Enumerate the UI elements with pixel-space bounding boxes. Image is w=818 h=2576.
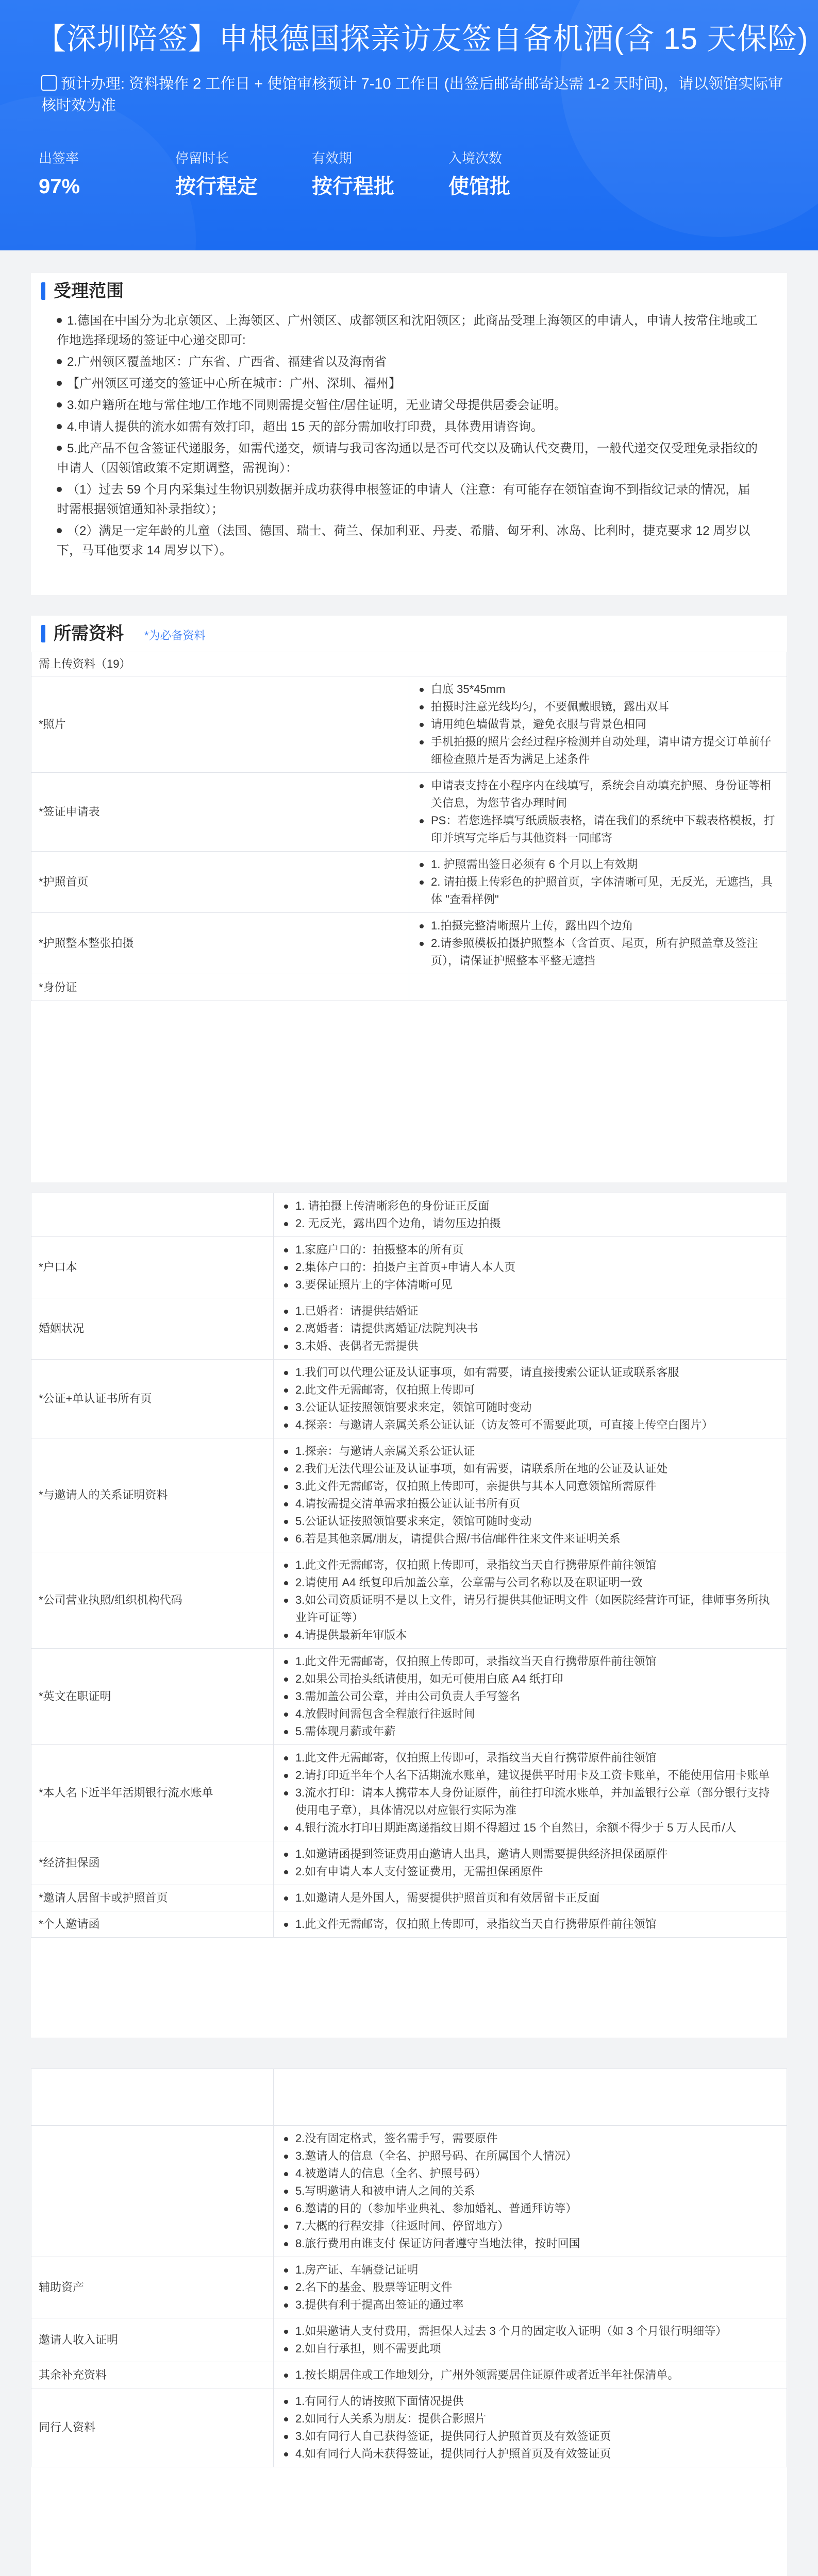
stat-approval-rate <box>39 149 80 202</box>
stat-entries <box>448 149 510 202</box>
section-title: 受理范围 <box>54 281 124 301</box>
list-item: 2.如自行承担，则不需要此项 <box>282 2340 778 2358</box>
doc-requirements <box>274 1745 787 1841</box>
bullet-icon <box>57 318 62 323</box>
doc-name: *签证申请表 <box>31 773 409 852</box>
doc-requirements <box>274 1649 787 1745</box>
doc-name: *本人名下近半年活期银行流水账单 <box>31 1745 274 1841</box>
stat-value: 按行程定 <box>175 175 258 198</box>
list-item: 请用纯色墙做背景，避免衣服与背景色相同 <box>418 716 778 733</box>
list-item: 2.如有申请人本人支付签证费用，无需担保函原件 <box>282 1863 778 1880</box>
list-item: 5.需体现月薪或年薪 <box>282 1723 778 1740</box>
list-item: 1.房产证、车辆登记证明 <box>282 2261 778 2279</box>
scope-paragraph: 1.德国在中国分为北京领区、上海领区、广州领区、成都领区和沈阳领区；此商品受理上海领区的申请人，申请人按常住地或工作地选择现场的签证中心递交即可: <box>57 314 758 347</box>
doc-requirements <box>274 1298 787 1360</box>
scope-paragraph: 2.广州领区覆盖地区：广东省、广西省、福建省以及海南省 <box>57 352 761 372</box>
list-item: 4.被邀请人的信息（全名、护照号码） <box>282 2165 778 2182</box>
list-item: 1. 护照需出签日必须有 6 个月以上有效期 <box>418 856 778 873</box>
list-item: 3.未婚、丧偶者无需提供 <box>282 1337 778 1355</box>
materials-section <box>31 616 787 1182</box>
doc-name: 邀请人收入证明 <box>31 2318 274 2362</box>
list-item: 2.集体户口的：拍摄户主首页+申请人本人页 <box>282 1259 778 1276</box>
doc-name: *护照首页 <box>31 852 409 913</box>
list-item: 申请表支持在小程序内在线填写，系统会自动填充护照、身份证等相关信息，为您节省办理时间 <box>418 777 778 812</box>
doc-name: *邀请人居留卡或护照首页 <box>31 1885 274 1911</box>
scope-paragraph: 4.申请人提供的流水如需有效打印，超出 15 天的部分需加收打印费，具体费用请咨询。 <box>57 417 761 437</box>
bullet-icon <box>57 528 62 533</box>
doc-name: *英文在职证明 <box>31 1649 274 1745</box>
list-item: 2.请参照模板拍摄护照整本（含首页、尾页，所有护照盖章及签注页），请保证护照整本平整无遮挡 <box>418 935 778 970</box>
list-item: 2.离婚者：请提供离婚证/法院判决书 <box>282 1320 778 1337</box>
list-item: 4.请按需提交清单需求拍摄公证认证书所有页 <box>282 1495 778 1513</box>
table-row <box>31 2318 787 2362</box>
list-item: 8.旅行费用由谁支付 保证访问者遵守当地法律，按时回国 <box>282 2235 778 2252</box>
scope-body <box>31 309 787 578</box>
list-item: 1.探亲：与邀请人亲属关系公证认证 <box>282 1443 778 1460</box>
section-header <box>31 616 787 652</box>
doc-requirements <box>274 1193 787 1237</box>
doc-name: 其余补充资料 <box>31 2362 274 2388</box>
list-item: 3.流水打印：请本人携带本人身份证原件，前往打印流水账单，并加盖银行公章（部分银行支持使用电子章），具体情况以对应银行实际为准 <box>282 1784 778 1819</box>
table-row <box>31 1193 787 1237</box>
list-item: 1.有同行人的请按照下面情况提供 <box>282 2393 778 2410</box>
doc-requirements <box>409 773 787 852</box>
doc-name: *身份证 <box>31 974 409 1001</box>
doc-requirements <box>274 2388 787 2467</box>
list-item: 2.名下的基金、股票等证明文件 <box>282 2279 778 2296</box>
doc-requirements <box>274 2362 787 2388</box>
table-row <box>31 1885 787 1911</box>
stat-value: 按行程批 <box>312 175 394 198</box>
section-header <box>31 273 787 309</box>
doc-name: *公证+单认证书所有页 <box>31 1360 274 1438</box>
doc-name: *与邀请人的关系证明资料 <box>31 1438 274 1552</box>
doc-requirements <box>274 1911 787 1938</box>
required-hint: *为必备资料 <box>144 629 206 642</box>
list-item: 3.如公司资质证明不是以上文件，请另行提供其他证明文件（如医院经营许可证，律师事务所执业许可证等） <box>282 1591 778 1626</box>
list-item: PS：若您选择填写纸质版表格，请在我们的系统中下载表格模板，打印并填写完毕后与其他资料一同邮寄 <box>418 812 778 847</box>
doc-requirements <box>409 913 787 974</box>
table-row <box>31 913 787 974</box>
list-item: 1.我们可以代理公证及认证事项，如有需要，请直接搜索公证认证或联系客服 <box>282 1364 778 1381</box>
list-item: 6.邀请的目的（参加毕业典礼、参加婚礼、普通拜访等） <box>282 2200 778 2217</box>
list-item: 3.如有同行人自己获得签证，提供同行人护照首页及有效签证页 <box>282 2428 778 2445</box>
scope-paragraph: （1）过去 59 个月内采集过生物识别数据并成功获得申根签证的申请人（注意：有可能存在领馆查询不到指纹记录的情况，届时需根据领馆通知补录指纹）； <box>57 483 750 516</box>
list-item: 2.我们无法代理公证及认证事项，如有需要，请联系所在地的公证及认证处 <box>282 1460 778 1478</box>
scope-section <box>31 273 787 595</box>
doc-name: *个人邀请函 <box>31 1911 274 1938</box>
list-item: 2.没有固定格式，签名需手写，需要原件 <box>282 2130 778 2147</box>
list-item: 5.写明邀请人和被申请人之间的关系 <box>282 2182 778 2200</box>
list-item: 3.需加盖公司公章，并由公司负责人手写签名 <box>282 1688 778 1705</box>
table-row <box>31 2388 787 2467</box>
list-item: 1.此文件无需邮寄，仅拍照上传即可，录指纹当天自行携带原件前往领馆 <box>282 1653 778 1670</box>
list-item: 2. 请拍摄上传彩色的护照首页，字体清晰可见，无反光，无遮挡，具体 "查看样例" <box>418 873 778 908</box>
list-item: 3.要保证照片上的字体清晰可见 <box>282 1276 778 1294</box>
table-row <box>31 1745 787 1841</box>
scope-paragraph: 3.如户籍所在地与常住地/工作地不同则需提交暂住/居住证明，无业请父母提供居委会证明。 <box>57 396 761 415</box>
table-row <box>31 1360 787 1438</box>
list-item: 2.如同行人关系为朋友：提供合影照片 <box>282 2410 778 2428</box>
list-item: 2. 无反光，露出四个边角，请勿压边拍摄 <box>282 1215 778 1232</box>
list-item: 4.放假时间需包含全程旅行往返时间 <box>282 1705 778 1723</box>
stat-label: 停留时长 <box>175 150 229 166</box>
doc-requirements <box>274 2069 787 2126</box>
product-title: 【深圳陪签】申根德国探亲访友签自备机酒(含 15 天保险) <box>36 22 809 56</box>
doc-name: *经济担保函 <box>31 1841 274 1885</box>
list-item: 4.请提供最新年审版本 <box>282 1626 778 1644</box>
list-item: 1. 请拍摄上传清晰彩色的身份证正反面 <box>282 1197 778 1215</box>
list-item: 1.已婚者：请提供结婚证 <box>282 1302 778 1320</box>
section-accent-bar <box>41 625 45 642</box>
doc-name: 同行人资料 <box>31 2388 274 2467</box>
list-item: 1.如邀请函提到签证费用由邀请人出具，邀请人则需要提供经济担保函原件 <box>282 1845 778 1863</box>
list-item: 4.银行流水打印日期距离递指纹日期不得超过 15 个自然日，余额不得少于 5 万人民币/人 <box>282 1819 778 1837</box>
stat-label: 有效期 <box>312 150 353 166</box>
doc-requirements <box>274 2126 787 2257</box>
processing-time-text: 预计办理: 资料操作 2 工作日 + 使馆审核预计 7-10 工作日 (出签后邮寄邮寄达需 1-2 天时间)，请以领馆实际审核时效为准 <box>41 76 783 114</box>
materials-count: 需上传资料（19） <box>31 652 787 676</box>
stat-validity <box>312 149 394 202</box>
table-row <box>31 1298 787 1360</box>
materials-table <box>31 652 787 1001</box>
list-item: 2.请打印近半年个人名下活期流水账单，建议提供平时用卡及工资卡账单，不能使用信用卡账单 <box>282 1767 778 1784</box>
doc-requirements <box>409 852 787 913</box>
list-item: 拍摄时注意光线均匀，不要佩戴眼镜，露出双耳 <box>418 698 778 716</box>
stat-label: 出签率 <box>39 150 79 166</box>
table-row <box>31 2362 787 2388</box>
table-row <box>31 1911 787 1938</box>
list-item: 1.此文件无需邮寄，仅拍照上传即可，录指纹当天自行携带原件前往领馆 <box>282 1916 778 1933</box>
list-item: 3.邀请人的信息（全名、护照号码、在所属国个人情况） <box>282 2147 778 2165</box>
table-row <box>31 974 787 1001</box>
list-item: 3.公证认证按照领馆要求来定，领馆可随时变动 <box>282 1399 778 1416</box>
list-item: 1.拍摄完整清晰照片上传，露出四个边角 <box>418 917 778 935</box>
list-item: 4.探亲：与邀请人亲属关系公证认证（访友签可不需要此项，可直接上传空白图片） <box>282 1416 778 1434</box>
table-row <box>31 1841 787 1885</box>
doc-requirements <box>274 1237 787 1298</box>
doc-requirements <box>409 974 787 1001</box>
list-item: 2.如果公司抬头纸请使用，如无可使用白底 A4 纸打印 <box>282 1670 778 1688</box>
doc-requirements <box>274 1885 787 1911</box>
scope-paragraph: 【广州领区可递交的签证中心所在城市：广州、深圳、福州】 <box>57 374 761 394</box>
doc-name: *护照整本整张拍摄 <box>31 913 409 974</box>
stat-value: 使馆批 <box>448 175 510 198</box>
list-item: 3.此文件无需邮寄，仅拍照上传即可，亲提供与其本人同意领馆所需原件 <box>282 1478 778 1495</box>
table-row <box>31 773 787 852</box>
list-item: 1.如邀请人是外国人，需要提供护照首页和有效居留卡正反面 <box>282 1889 778 1907</box>
materials-section-continued <box>31 2069 787 2576</box>
doc-requirements <box>274 2257 787 2318</box>
doc-requirements <box>274 1841 787 1885</box>
materials-section-continued <box>31 1193 787 2038</box>
bullet-icon <box>57 359 62 364</box>
doc-name: *户口本 <box>31 1237 274 1298</box>
bullet-icon <box>57 446 62 451</box>
list-item: 1.家庭户口的：拍摄整本的所有页 <box>282 1241 778 1259</box>
table-row <box>31 2069 787 2126</box>
table-row <box>31 1237 787 1298</box>
list-item: 6.若是其他亲属/朋友，请提供合照/书信/邮件往来文件来证明关系 <box>282 1530 778 1548</box>
table-row <box>31 1438 787 1552</box>
list-item: 2.请使用 A4 纸复印后加盖公章，公章需与公司名称以及在职证明一致 <box>282 1574 778 1591</box>
bullet-icon <box>57 381 62 386</box>
doc-name: 婚姻状况 <box>31 1298 274 1360</box>
scope-paragraph: 5.此产品不包含签证代递服务，如需代递交，烦请与我司客沟通以是否可代交以及确认代交费用，一般代递交仅受理免录指纹的申请人（因领馆政策不定期调整，需视询）： <box>57 442 758 475</box>
doc-requirements <box>409 676 787 773</box>
list-item: 白底 35*45mm <box>418 681 778 698</box>
list-item: 5.公证认证按照领馆要求来定，领馆可随时变动 <box>282 1513 778 1530</box>
table-row <box>31 1649 787 1745</box>
stat-value: 97% <box>39 175 80 198</box>
materials-table <box>31 2069 787 2467</box>
doc-requirements <box>274 1552 787 1649</box>
doc-requirements <box>274 2318 787 2362</box>
table-row <box>31 1552 787 1649</box>
doc-name <box>31 2126 274 2257</box>
list-item: 7.大概的行程安排（往返时间、停留地方） <box>282 2217 778 2235</box>
clock-icon <box>41 75 57 91</box>
doc-requirements <box>274 1360 787 1438</box>
section-accent-bar <box>41 282 45 300</box>
stat-label: 入境次数 <box>448 150 503 166</box>
processing-time <box>41 73 783 116</box>
stat-stay-duration <box>175 149 258 202</box>
bullet-icon <box>57 487 62 492</box>
doc-name: 辅助资产 <box>31 2257 274 2318</box>
list-item: 3.提供有利于提高出签证的通过率 <box>282 2296 778 2314</box>
list-item: 1.此文件无需邮寄，仅拍照上传即可，录指纹当天自行携带原件前往领馆 <box>282 1556 778 1574</box>
product-header <box>0 0 818 250</box>
doc-name: *照片 <box>31 676 409 773</box>
list-item: 1.按长期居住或工作地划分，广州外领需要居住证原件或者近半年社保清单。 <box>282 2366 778 2384</box>
list-item: 1.如果邀请人支付费用，需担保人过去 3 个月的固定收入证明（如 3 个月银行明细等） <box>282 2323 778 2340</box>
section-title: 所需资料 <box>54 624 124 643</box>
table-row <box>31 2257 787 2318</box>
scope-paragraph: （2）满足一定年龄的儿童（法国、德国、瑞士、荷兰、保加利亚、丹麦、希腊、匈牙利、冰岛、比利时，捷克要求 12 周岁以下，马耳他要求 14 周岁以下）。 <box>57 524 750 557</box>
doc-requirements <box>274 1438 787 1552</box>
table-row <box>31 676 787 773</box>
doc-name <box>31 1193 274 1237</box>
bullet-icon <box>57 402 62 408</box>
list-item: 4.如有同行人尚未获得签证，提供同行人护照首页及有效签证页 <box>282 2445 778 2463</box>
stats-row <box>39 149 781 206</box>
list-item: 手机拍摄的照片会经过程序检测并自动处理，请申请方提交订单前仔细检查照片是否为满足上述条件 <box>418 733 778 768</box>
bullet-icon <box>57 424 62 429</box>
table-row <box>31 852 787 913</box>
list-item: 2.此文件无需邮寄，仅拍照上传即可 <box>282 1381 778 1399</box>
materials-table <box>31 1193 787 1938</box>
list-item: 1.此文件无需邮寄，仅拍照上传即可，录指纹当天自行携带原件前往领馆 <box>282 1749 778 1767</box>
table-row <box>31 2126 787 2257</box>
doc-name: *公司营业执照/组织机构代码 <box>31 1552 274 1649</box>
doc-name <box>31 2069 274 2126</box>
